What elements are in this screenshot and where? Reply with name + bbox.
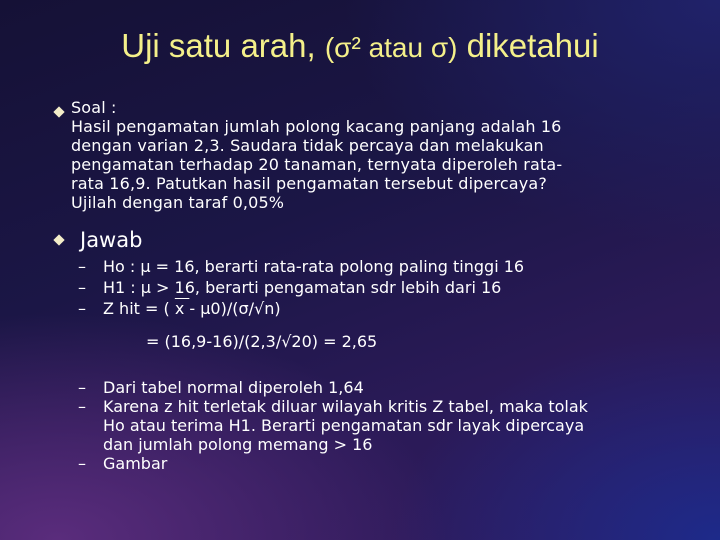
conclusion-line: Karena z hit terletak diluar wilayah kritis Z tabel, maka tolak <box>103 397 588 416</box>
zhit-prefix: Z hit = ( <box>103 299 175 318</box>
zhit-calculation: = (16,9-16)/(2,3/√20) = 2,65 <box>146 332 378 351</box>
zhit-suffix: - μ0)/(σ/√n) <box>189 299 281 318</box>
list-item <box>78 299 698 318</box>
conclusion-line: dan jumlah polong memang > 16 <box>103 435 373 454</box>
dash-bullet: – <box>78 378 86 397</box>
list-item <box>78 454 698 473</box>
conclusion-line: Ho atau terima H1. Berarti pengamatan sdr layak dipercaya <box>103 416 585 435</box>
soal-block <box>71 98 691 212</box>
list-item <box>78 397 698 454</box>
soal-line: Hasil pengamatan jumlah polong kacang panjang adalah 16 <box>71 117 562 136</box>
dash-bullet: – <box>78 299 86 318</box>
step-text: Ho : μ = 16, berarti rata-rata polong paling tinggi 16 <box>103 257 525 276</box>
conclusion-line: Gambar <box>103 454 168 473</box>
soal-label: Soal : <box>71 98 117 117</box>
title-end: diketahui <box>466 27 599 64</box>
dash-bullet: – <box>78 257 86 276</box>
title-main: Uji satu arah, <box>121 27 316 64</box>
list-item <box>78 378 698 397</box>
conclusion-line: Dari tabel normal diperoleh 1,64 <box>103 378 364 397</box>
list-item <box>78 278 698 297</box>
jawab-conclusions <box>78 378 698 473</box>
soal-line: Ujilah dengan taraf 0,05% <box>71 193 285 212</box>
step-text: H1 : μ > 16, berarti pengamatan sdr lebih dari 16 <box>103 278 502 297</box>
soal-line: rata 16,9. Patutkan hasil pengamatan tersebut dipercaya? <box>71 174 547 193</box>
title-sigma: (σ² atau σ) <box>324 32 458 63</box>
soal-line: dengan varian 2,3. Saudara tidak percaya dan melakukan <box>71 136 544 155</box>
soal-line: pengamatan terhadap 20 tanaman, ternyata diperoleh rata- <box>71 155 563 174</box>
diamond-bullet-icon <box>53 234 64 245</box>
xbar-symbol: x <box>174 299 190 318</box>
dash-bullet: – <box>78 278 86 297</box>
diamond-bullet-icon <box>53 106 64 117</box>
jawab-label: Jawab <box>80 228 143 252</box>
slide-title <box>0 22 720 72</box>
dash-bullet: – <box>78 397 86 416</box>
zhit-formula <box>103 299 698 318</box>
jawab-steps <box>78 257 698 318</box>
list-item <box>78 257 698 276</box>
dash-bullet: – <box>78 454 86 473</box>
